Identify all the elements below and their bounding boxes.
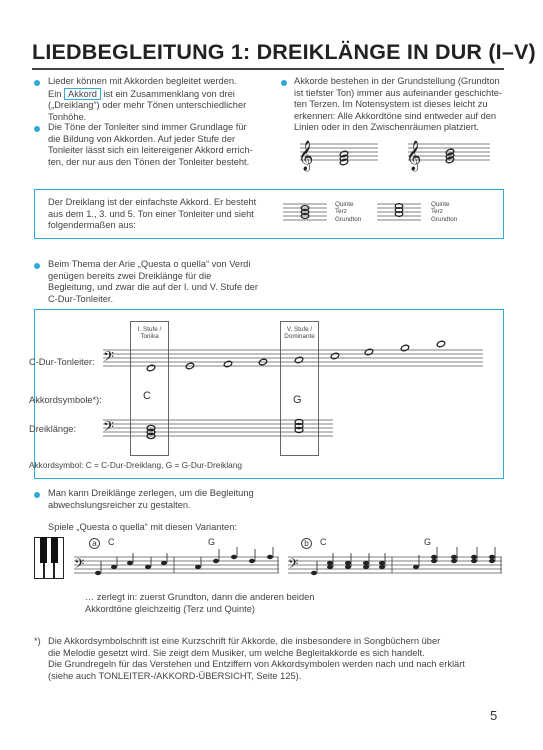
text-line: Lieder können mit Akkorden begleitet werden. bbox=[48, 76, 237, 86]
text-line: Der Dreiklang ist der einfachste Akkord. Er besteht bbox=[48, 197, 257, 207]
bass-clef-icon: 𝄢 bbox=[74, 556, 85, 575]
footnote-marker: *) bbox=[34, 636, 41, 646]
page-number: 5 bbox=[490, 708, 498, 723]
tonika-label: Tonika bbox=[140, 333, 159, 341]
text-line: Akkordtöne gleichzeitig (Terz und Quinte) bbox=[85, 603, 256, 614]
triad-staff-2 bbox=[377, 200, 425, 224]
text-line: ist tiefster Ton) immer aus aufeinander geschichte- bbox=[294, 87, 503, 98]
chord-label-c: C bbox=[108, 537, 115, 547]
legend-terz: Terz bbox=[431, 208, 443, 216]
variants-intro: Spiele „Questa o quella“ mit diesen Varianten: bbox=[48, 522, 237, 532]
bass-clef-icon: 𝄢 bbox=[288, 556, 299, 575]
text-line: folgendermaßen aus: bbox=[48, 220, 136, 231]
text-line: Linien oder in den Zwischenräumen platziert. bbox=[294, 122, 480, 133]
scale-paragraph bbox=[48, 122, 273, 168]
text-line: Tonhöhe. bbox=[48, 111, 87, 122]
akkord-term: Akkord bbox=[64, 88, 101, 100]
text-line: Ein Akkord ist ein Zusammenklang von drei bbox=[48, 88, 235, 99]
stufe-1-label: I. Stufe / bbox=[137, 326, 162, 333]
page-title: LIEDBEGLEITUNG 1: DREIKLÄNGE IN DUR (I–V) bbox=[32, 40, 536, 64]
bullet-icon bbox=[281, 80, 287, 86]
bullet-icon bbox=[34, 492, 40, 498]
text-line: Man kann Dreiklänge zerlegen, um die Begleitung bbox=[48, 488, 254, 498]
verdi-paragraph bbox=[48, 259, 273, 305]
text-line: genügen bereits zwei Dreiklänge für die bbox=[48, 270, 212, 281]
legend-quinte: Quinte bbox=[335, 201, 354, 208]
bullet-icon bbox=[34, 80, 40, 86]
zerlegen-paragraph bbox=[48, 488, 288, 511]
treble-clef-icon: 𝄞 bbox=[406, 141, 422, 171]
legend-quinte: Quinte bbox=[431, 201, 450, 208]
row-label-symbols: Akkordsymbole*): bbox=[29, 395, 102, 405]
treble-triad-examples bbox=[300, 136, 500, 172]
variant-b-marker: b bbox=[301, 538, 312, 549]
row-label-triads: Dreiklänge: bbox=[29, 424, 77, 434]
triad-staff-1 bbox=[283, 200, 331, 224]
treble-staff-1 bbox=[298, 140, 378, 172]
legend-grundton: Grundton bbox=[335, 215, 362, 223]
text-line: (siehe auch TONLEITER-/AKKORD-ÜBERSICHT, Seite 125). bbox=[48, 670, 302, 681]
treble-clef-icon: 𝄞 bbox=[298, 141, 314, 171]
text-line: Begleitung, und zwar die auf der I. und V. Stufe der bbox=[48, 282, 259, 293]
triad-info-box bbox=[34, 189, 504, 239]
legend-grundton: Grundton bbox=[431, 215, 458, 223]
triad-legend-1 bbox=[335, 201, 361, 223]
text-line: Die Grundregeln für das Verstehen und Entziffern von Akkordsymbolen werden nach und nach erklärt bbox=[48, 659, 465, 670]
variant-b-staff bbox=[288, 545, 506, 585]
c-major-scale-staff bbox=[103, 340, 495, 370]
zerlegen-note bbox=[85, 592, 345, 615]
title-underline bbox=[32, 68, 504, 70]
text-line: Akkorde bestehen in der Grundstellung (Grundton bbox=[294, 76, 500, 86]
text-line: ten Terzen. Im Notensystem ist dieses leicht zu bbox=[294, 99, 488, 110]
treble-staff-2 bbox=[406, 140, 490, 172]
text-line: erkennen: Alle Akkordtöne sind entweder auf den bbox=[294, 110, 497, 121]
text-line: … zerlegt in: zuerst Grundton, dann die anderen beiden bbox=[85, 592, 315, 602]
triads-staff bbox=[103, 412, 363, 442]
chord-label-g: G bbox=[208, 537, 216, 547]
triad-legend-2 bbox=[431, 201, 457, 223]
row-label-scale: C-Dur-Tonleiter: bbox=[29, 357, 95, 367]
bass-clef-icon: 𝄢 bbox=[103, 349, 114, 369]
c-major-scale-box bbox=[29, 309, 504, 479]
chord-symbol-legend: Akkordsymbol: C = C-Dur-Dreiklang, G = G-Dur-Dreiklang bbox=[29, 460, 243, 470]
text-line: Beim Thema der Arie „Questa o quella“ von Verdi bbox=[48, 259, 251, 269]
text-line: Tonleiter lässt sich ein leitereigener Akkord errich- bbox=[48, 145, 253, 156]
chord-symbol-g: G bbox=[293, 394, 302, 406]
chord-symbol-c: C bbox=[143, 390, 151, 402]
text-line: die Melodie gesetzt wird. Sie zeigt dem Musiker, um welche Begleitakkorde es sich handelt. bbox=[48, 647, 425, 658]
text-line: ten, der nur aus den Tönen der Tonleiter besteht. bbox=[48, 156, 250, 167]
bass-clef-icon: 𝄢 bbox=[103, 419, 114, 439]
triad-info-text bbox=[48, 197, 278, 232]
chord-label-c: C bbox=[320, 537, 327, 547]
text-line: („Dreiklang“) oder mehr Tönen unterschiedlicher bbox=[48, 100, 247, 111]
variant-a-staff bbox=[74, 545, 284, 585]
grundstellung-paragraph bbox=[294, 76, 509, 134]
bullet-icon bbox=[34, 126, 40, 132]
dominante-label: Dominante bbox=[284, 333, 315, 341]
chord-label-g: G bbox=[424, 537, 432, 547]
bullet-icon bbox=[34, 263, 40, 269]
text-line: C-Dur-Tonleiter. bbox=[48, 293, 114, 304]
intro-paragraph bbox=[48, 76, 268, 123]
text-line: Die Akkordsymbolschrift ist eine Kurzschrift für Akkorde, die insbesondere in Songbüchern über bbox=[48, 636, 441, 646]
text-line: aus dem 1., 3. und 5. Ton einer Tonleiter und sieht bbox=[48, 208, 254, 219]
text-line: Die Töne der Tonleiter sind immer Grundlage für bbox=[48, 122, 247, 132]
piano-keys-icon bbox=[34, 537, 64, 579]
text-line: die Bildung von Akkorden. Auf jeder Stufe der bbox=[48, 133, 236, 144]
stufe-5-label: V. Stufe / bbox=[286, 326, 313, 333]
footnote-text bbox=[48, 636, 508, 682]
variant-a-marker: a bbox=[89, 538, 100, 549]
legend-terz: Terz bbox=[335, 208, 347, 216]
text-line: abwechslungsreicher zu gestalten. bbox=[48, 499, 191, 510]
